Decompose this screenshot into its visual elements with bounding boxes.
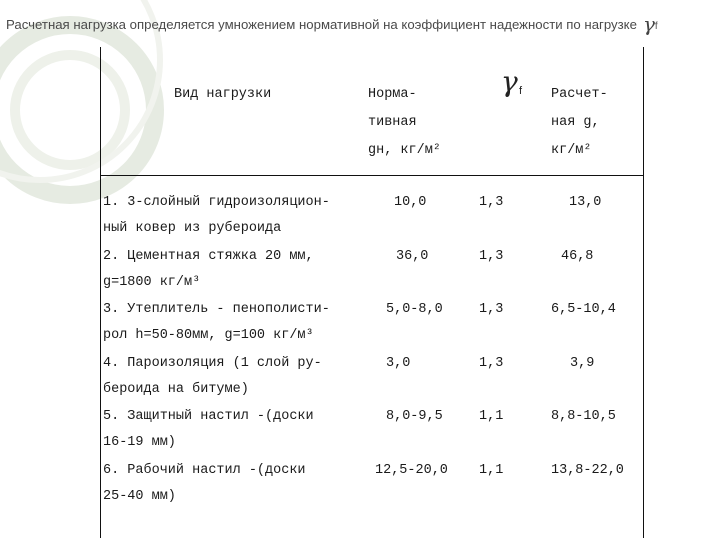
row-1-description-line1: 1. 3-слойный гидроизоляцион- [103,195,330,210]
row-2-design: 46,8 [561,249,594,264]
row-4-gamma: 1,3 [479,356,504,371]
heading-text: Расчетная нагрузка определяется умножением нормативной на коэффициент надежности по нагрузке [6,17,637,32]
row-6-gamma: 1,1 [479,463,504,478]
row-2-description-line2: g=1800 кг/м³ [103,275,201,290]
page-heading [6,12,718,36]
row-4-description-line1: 4. Пароизоляция (1 слой ру- [103,356,322,371]
header-normative-line3: gн, кг/м² [368,143,441,158]
row-1-description-line2: ный ковер из рубероида [103,221,282,236]
header-divider [101,175,643,176]
header-gamma-subscript: f [519,85,523,97]
row-2-description-line1: 2. Цементная стяжка 20 мм, [103,249,314,264]
header-normative-line2: тивная [368,115,417,130]
row-6-description-line2: 25-40 мм) [103,489,176,504]
row-3-gamma: 1,3 [479,302,504,317]
row-4-normative: 3,0 [386,356,411,371]
header-normative-line1: Норма- [368,87,417,102]
row-1-design: 13,0 [569,195,602,210]
row-3-normative: 5,0-8,0 [386,302,443,317]
gamma-f-subscript: f [654,21,658,32]
row-1-normative: 10,0 [394,195,427,210]
row-3-design: 6,5-10,4 [551,302,616,317]
row-6-design: 13,8-22,0 [551,463,624,478]
load-table [100,47,644,538]
row-3-description-line2: рол h=50-80мм, g=100 кг/м³ [103,328,314,343]
row-5-design: 8,8-10,5 [551,409,616,424]
header-design-line2: ная g, [551,115,600,130]
row-3-description-line1: 3. Утеплитель - пенополисти- [103,302,330,317]
row-5-gamma: 1,1 [479,409,504,424]
row-5-normative: 8,0-9,5 [386,409,443,424]
row-5-description-line2: 16-19 мм) [103,435,176,450]
row-4-description-line2: бероида на битуме) [103,382,249,397]
row-1-gamma: 1,3 [479,195,504,210]
header-load-type: Вид нагрузки [174,87,272,102]
row-6-normative: 12,5-20,0 [375,463,448,478]
row-2-normative: 36,0 [396,249,429,264]
header-gamma-symbol: γ [501,65,518,98]
row-2-gamma: 1,3 [479,249,504,264]
row-4-design: 3,9 [570,356,595,371]
header-design-line1: Расчет- [551,87,608,102]
header-design-line3: кг/м² [551,143,592,158]
row-5-description-line1: 5. Защитный настил -(доски [103,409,314,424]
gamma-f-symbol: γ [642,12,655,36]
row-6-description-line1: 6. Рабочий настил -(доски [103,463,306,478]
